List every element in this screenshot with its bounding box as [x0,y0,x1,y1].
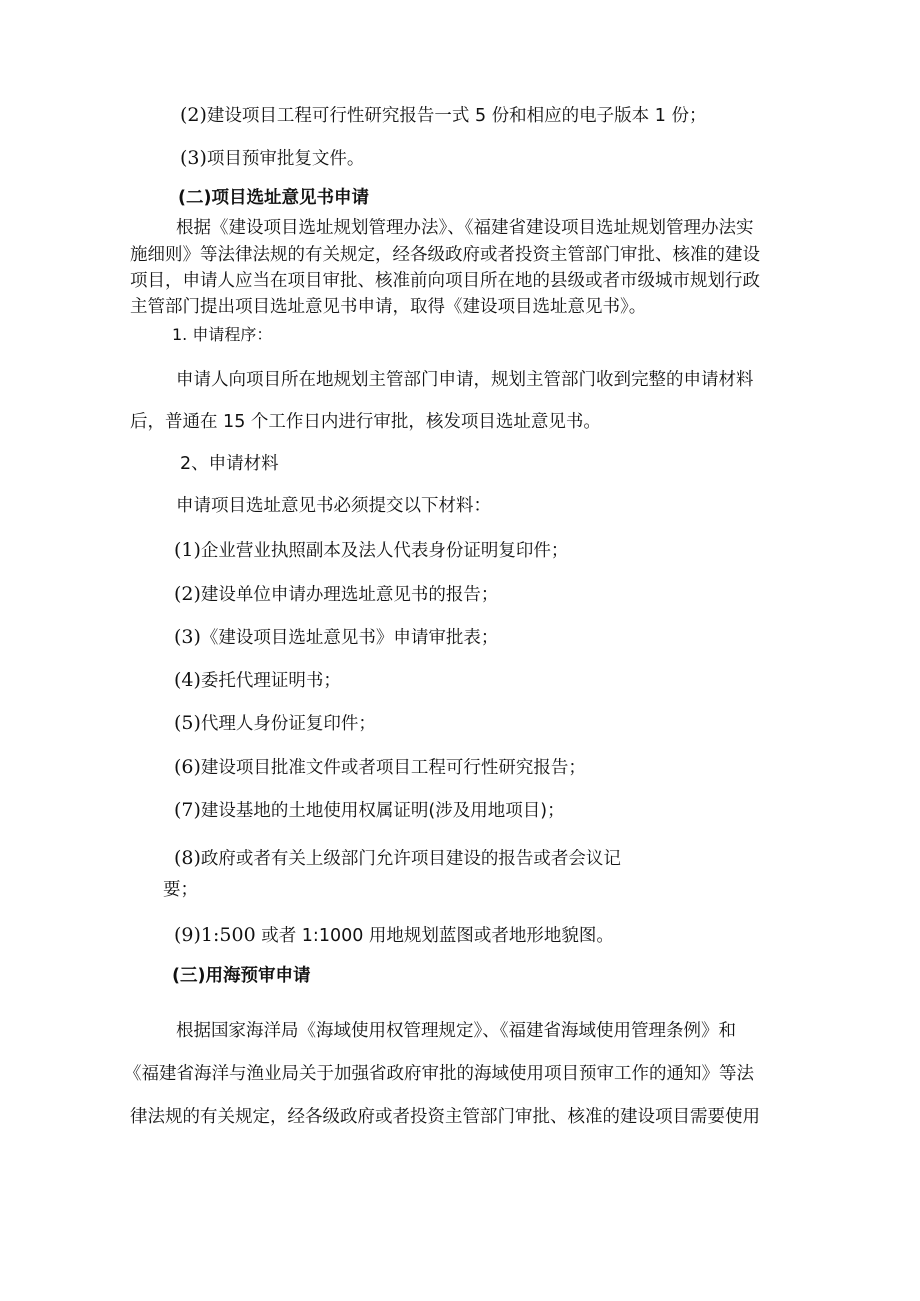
list-marker: (7) [174,799,201,821]
list-item [174,798,565,823]
list-item [180,103,706,128]
paragraph-line: 律法规的有关规定，经各级政府或者投资主管部门审批、核准的建设项目需要使用 [130,1107,760,1127]
list-marker: (2) [174,583,201,605]
paragraph-line: 《福建省海洋与渔业局关于加强省政府审批的海域使用项目预审工作的通知》等法 [124,1064,754,1084]
paragraph-line: 申请项目选址意见书必须提交以下材料： [176,496,491,516]
paragraph-line: 后，普通在 15 个工作日内进行审批，核发项目选址意见书。 [130,412,601,432]
list-item [174,846,621,871]
list-item-text: 委托代理证明书； [200,671,341,691]
list-marker: (1) [174,539,201,561]
list-item [180,146,364,171]
list-marker: (2) [180,104,207,126]
list-item-text: 政府或者有关上级部门允许项目建设的报告或者会议记 [200,849,621,869]
list-item-text: 《建设项目选址意见书》申请审批表； [200,628,499,648]
list-item [174,668,341,693]
list-item [174,625,498,650]
section-heading: (三)用海预审申请 [172,966,311,986]
list-marker: (8) [174,847,201,869]
section-heading: (二)项目选址意见书申请 [178,188,369,208]
list-item-text: 项目预审批复文件。 [206,149,365,169]
list-item [174,923,614,948]
paragraph-line: 申请人向项目所在地规划主管部门申请，规划主管部门收到完整的申请材料 [176,370,754,390]
paragraph-line: 施细则》等法律法规的有关规定，经各级政府或者投资主管部门审批、核准的建设 [130,245,760,265]
list-item-text: 企业营业执照副本及法人代表身份证明复印件； [200,541,569,561]
list-marker: (3) [180,147,207,169]
list-item [174,711,376,736]
subsection-heading: 2、申请材料 [180,454,279,474]
list-item [174,755,586,780]
list-item [174,538,568,563]
list-marker: (6) [174,756,201,778]
paragraph-line: 根据《建设项目选址规划管理办法》、《福建省建设项目选址规划管理办法实 [176,218,754,238]
list-marker: (4) [174,669,201,691]
list-item-text: 建设项目批准文件或者项目工程可行性研究报告； [200,758,586,778]
list-item-text: 代理人身份证复印件； [200,714,376,734]
list-marker: (5) [174,712,201,734]
paragraph-line: 要； [163,880,198,900]
paragraph-line: 主管部门提出项目选址意见书申请，取得《建设项目选址意见书》。 [130,297,647,317]
list-marker: (3) [174,626,201,648]
list-marker: (9)1:500 [174,924,256,946]
list-item-text: 或者 1:1000 用地规划蓝图或者地形地貌图。 [255,926,614,946]
list-item-text: 建设项目工程可行性研究报告一式 5 份和相应的电子版本 1 份； [206,106,707,126]
paragraph-line: 项目，申请人应当在项目审批、核准前向项目所在地的县级或者市级城市规划行政 [130,271,760,291]
list-item [174,582,498,607]
list-item-text: 建设单位申请办理选址意见书的报告； [200,585,499,605]
subsection-heading: 1. 申请程序： [172,325,273,344]
list-item-text: 建设基地的土地使用权属证明(涉及用地项目)； [200,801,565,821]
paragraph-line: 根据国家海洋局《海域使用权管理规定》、《福建省海域使用管理条例》和 [176,1021,736,1041]
